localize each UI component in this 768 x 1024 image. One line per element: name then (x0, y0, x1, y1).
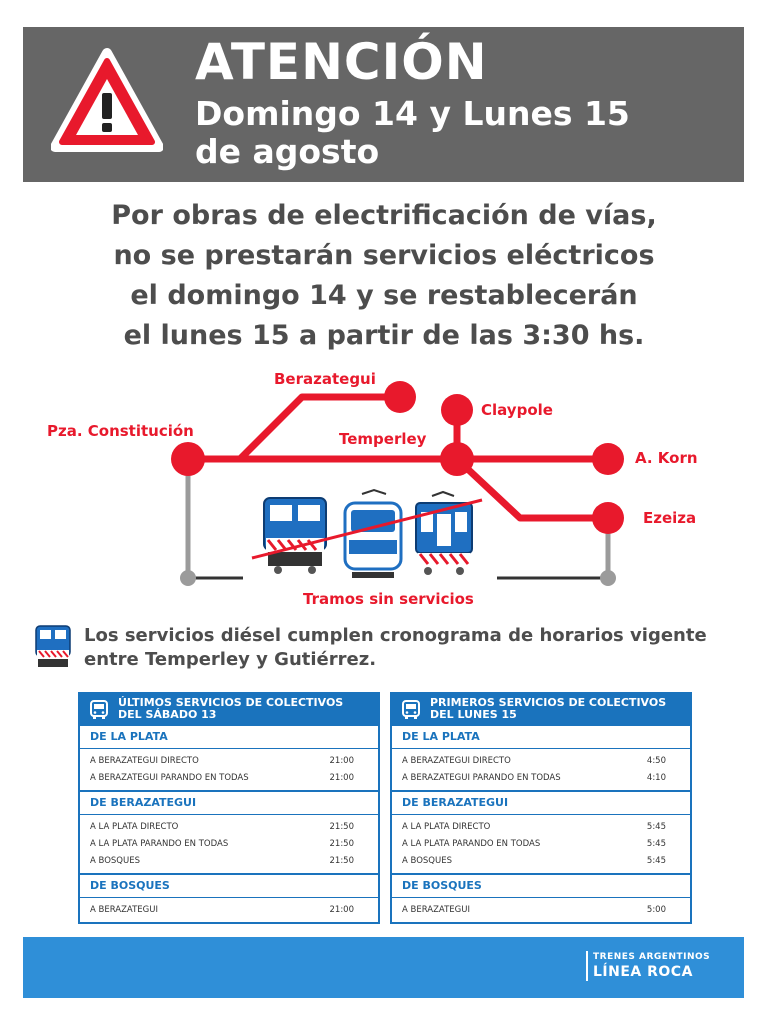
station-constitucion-label: Pza. Constitución (47, 422, 194, 440)
row-time: 4:50 (646, 756, 666, 766)
footer-line-name: LÍNEA ROCA (593, 964, 693, 980)
section-origin-title: DE BOSQUES (392, 875, 690, 898)
section-origin-title: DE LA PLATA (80, 726, 378, 749)
bus-icon (402, 700, 420, 720)
station-claypole-dot (441, 394, 473, 426)
schedule-title-line2: DEL LUNES 15 (430, 708, 517, 721)
row-destination: A BOSQUES (402, 856, 452, 866)
schedule-section (392, 726, 690, 792)
row-time: 4:10 (646, 773, 666, 783)
footer-bar (23, 937, 744, 998)
notice-line4: el lunes 15 a partir de las 3:30 hs. (123, 320, 645, 351)
schedule-title-line1: PRIMEROS SERVICIOS DE COLECTIVOS (430, 696, 667, 709)
schedule-header (392, 694, 690, 726)
station-claypole-label: Claypole (481, 401, 553, 419)
schedule-row (80, 853, 378, 870)
schedule-title-line2: DEL SÁBADO 13 (118, 708, 217, 721)
row-time: 21:50 (329, 839, 354, 849)
diesel-note-line2: entre Temperley y Gutiérrez. (84, 649, 377, 670)
notice-line2: no se prestarán servicios eléctricos (113, 240, 655, 271)
electric-train-icon (345, 490, 401, 578)
row-time: 21:00 (329, 905, 354, 915)
schedule-section (80, 726, 378, 792)
row-destination: A LA PLATA DIRECTO (402, 822, 491, 832)
diesel-train-icon (34, 624, 72, 672)
bus-icon (90, 700, 108, 720)
row-time: 21:00 (329, 756, 354, 766)
alert-subtitle (195, 95, 715, 171)
schedule-row (80, 819, 378, 836)
row-time: 5:00 (646, 905, 666, 915)
legend-no-service: Tramos sin servicios (303, 590, 474, 608)
section-origin-title: DE BERAZATEGUI (392, 792, 690, 815)
row-time: 21:50 (329, 856, 354, 866)
schedule-header (80, 694, 378, 726)
schedule-section (80, 875, 378, 922)
row-time: 5:45 (646, 839, 666, 849)
notice-line1: Por obras de electrificación de vías, (111, 200, 657, 231)
station-berazategui-label: Berazategui (274, 370, 376, 388)
alert-header (23, 27, 744, 182)
diesel-note-line1: Los servicios diésel cumplen cronograma de horarios vigente (84, 625, 707, 646)
row-destination: A BERAZATEGUI PARANDO EN TODAS (90, 773, 249, 783)
row-destination: A LA PLATA PARANDO EN TODAS (90, 839, 229, 849)
warning-triangle-icon (51, 47, 163, 155)
station-korn-dot (592, 443, 624, 475)
row-destination: A BERAZATEGUI (402, 905, 470, 915)
schedule-row (80, 770, 378, 787)
line-map (0, 360, 768, 620)
schedule-title-line1: ÚLTIMOS SERVICIOS DE COLECTIVOS (118, 696, 344, 709)
row-destination: A LA PLATA DIRECTO (90, 822, 179, 832)
schedule-panel-saturday (78, 692, 380, 924)
alert-title: ATENCIÓN (195, 33, 488, 91)
station-berazategui-dot (384, 381, 416, 413)
schedule-panel-monday (390, 692, 692, 924)
row-time: 21:00 (329, 773, 354, 783)
row-destination: A LA PLATA PARANDO EN TODAS (402, 839, 541, 849)
schedule-section (392, 875, 690, 922)
diesel-note (84, 624, 744, 672)
section-origin-title: DE BERAZATEGUI (80, 792, 378, 815)
schedule-row (392, 753, 690, 770)
schedule-section (392, 792, 690, 875)
schedule-row (392, 853, 690, 870)
schedule-row (392, 770, 690, 787)
schedule-row (392, 836, 690, 853)
row-destination: A BOSQUES (90, 856, 140, 866)
schedule-title (430, 697, 680, 721)
schedule-row (392, 902, 690, 919)
row-destination: A BERAZATEGUI DIRECTO (90, 756, 199, 766)
notice-line3: el domingo 14 y se restablecerán (130, 280, 638, 311)
section-origin-title: DE BOSQUES (80, 875, 378, 898)
station-korn-label: A. Korn (635, 449, 698, 467)
schedule-title (118, 697, 368, 721)
footer-divider (586, 951, 588, 981)
alert-subtitle-line2: de agosto (195, 132, 380, 171)
diesel-locomotive-icon (264, 498, 326, 574)
row-destination: A BERAZATEGUI DIRECTO (402, 756, 511, 766)
schedule-row (80, 902, 378, 919)
schedule-row (80, 753, 378, 770)
row-destination: A BERAZATEGUI PARANDO EN TODAS (402, 773, 561, 783)
alert-subtitle-line1: Domingo 14 y Lunes 15 (195, 94, 630, 133)
row-time: 5:45 (646, 822, 666, 832)
row-time: 21:50 (329, 822, 354, 832)
station-temperley-label: Temperley (339, 430, 427, 448)
station-ezeiza-dot (592, 502, 624, 534)
schedule-row (80, 836, 378, 853)
station-constitucion-dot (171, 442, 205, 476)
schedule-row (392, 819, 690, 836)
footer-brand: TRENES ARGENTINOS (593, 952, 711, 962)
schedule-section (80, 792, 378, 875)
row-destination: A BERAZATEGUI (90, 905, 158, 915)
section-origin-title: DE LA PLATA (392, 726, 690, 749)
row-time: 5:45 (646, 856, 666, 866)
station-temperley-dot (440, 442, 474, 476)
notice-text (40, 196, 728, 356)
station-ezeiza-label: Ezeiza (643, 509, 697, 527)
